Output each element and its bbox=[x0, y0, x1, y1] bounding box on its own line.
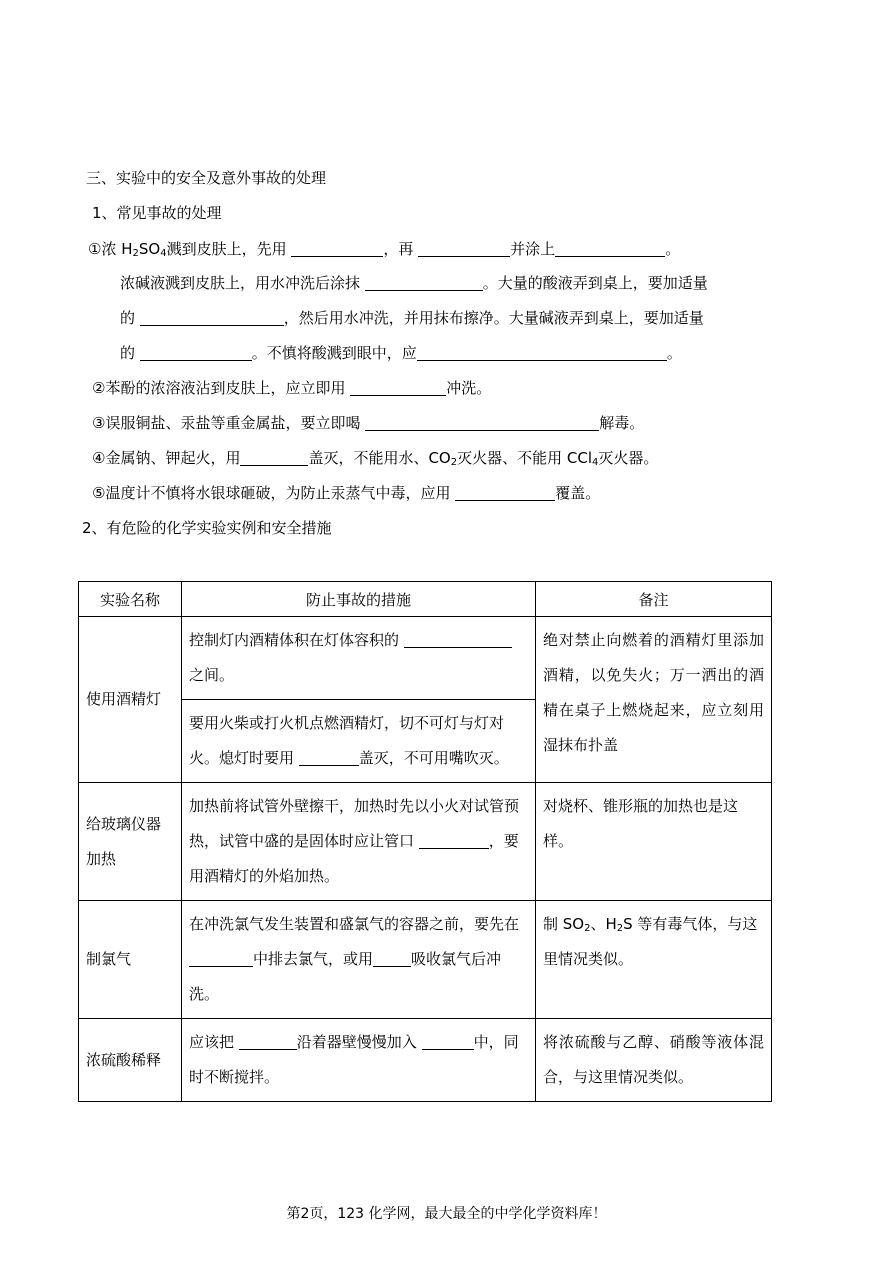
answer-blank[interactable] bbox=[419, 832, 489, 849]
measure-cell: 要用火柴或打火机点燃酒精灯，切不可灯与灯对火。熄灯时要用 盖灭，不可用嘴吹灭。 bbox=[182, 700, 536, 783]
measure-cell: 加热前将试管外壁擦干，加热时先以小火对试管预热，试管中盛的是固体时应让管口 ，要用酒精灯的外焰加热。 bbox=[182, 783, 536, 901]
experiment-name: 浓硫酸稀释 bbox=[79, 1019, 182, 1102]
answer-blank[interactable] bbox=[239, 1033, 297, 1050]
answer-blank[interactable] bbox=[299, 749, 359, 766]
answer-blank[interactable] bbox=[417, 344, 667, 361]
answer-blank[interactable] bbox=[422, 1033, 474, 1050]
note-cell: 对烧杯、锥形瓶的加热也是这样。 bbox=[536, 783, 772, 901]
note-cell: 将浓硫酸与乙醇、硝酸等液体混合，与这里情况类似。 bbox=[536, 1019, 772, 1102]
item-1-line-4: 的 。不慎将酸溅到眼中，应 。 bbox=[120, 344, 682, 362]
item-1: ①浓 $H_2SO_4$溅到皮肤上，先用 ，再 并涂上 。 bbox=[88, 240, 681, 259]
table-row bbox=[79, 901, 772, 1019]
note-cell: 绝对禁止向燃着的酒精灯里添加酒精，以免失火；万一洒出的酒精在桌子上燃烧起来，应立刻用湿抹布扑盖 bbox=[536, 617, 772, 783]
table-header: 实验名称 bbox=[79, 582, 182, 617]
safety-measures-table bbox=[78, 581, 772, 1102]
experiment-name: 使用酒精灯 bbox=[79, 617, 182, 783]
table-header-row bbox=[79, 582, 772, 617]
measure-cell: 在冲洗氯气发生装置和盛氯气的容器之前，要先在 中排去氯气，或用 吸收氯气后冲洗。 bbox=[182, 901, 536, 1019]
item-2: ②苯酚的浓溶液沾到皮肤上，应立即用 冲洗。 bbox=[92, 379, 492, 397]
answer-blank[interactable] bbox=[189, 950, 253, 967]
table-row bbox=[79, 1019, 772, 1102]
measure-cell: 控制灯内酒精体积在灯体容积的 之间。 bbox=[182, 617, 536, 700]
answer-blank[interactable] bbox=[291, 240, 383, 257]
answer-blank[interactable] bbox=[365, 414, 599, 431]
answer-blank[interactable] bbox=[140, 309, 284, 326]
answer-blank[interactable] bbox=[240, 449, 308, 466]
table-row bbox=[79, 617, 772, 700]
answer-blank[interactable] bbox=[418, 240, 510, 257]
answer-blank[interactable] bbox=[555, 240, 665, 257]
table-header: 备注 bbox=[536, 582, 772, 617]
subsection-title: 1、常见事故的处理 bbox=[92, 204, 222, 222]
experiment-name: 制氯气 bbox=[79, 901, 182, 1019]
item-1-line-2: 浓碱液溅到皮肤上，用水冲洗后涂抹 。大量的酸液弄到桌上，要加适量 bbox=[120, 274, 708, 292]
experiment-name: 给玻璃仪器加热 bbox=[79, 783, 182, 901]
section-title: 三、实验中的安全及意外事故的处理 bbox=[86, 169, 327, 187]
item-5: ⑤温度计不慎将水银球砸破，为防止汞蒸气中毒，应用 覆盖。 bbox=[92, 484, 601, 502]
answer-blank[interactable] bbox=[350, 379, 446, 396]
answer-blank[interactable] bbox=[140, 344, 252, 361]
subsection-title: 2、有危险的化学实验实例和安全措施 bbox=[82, 519, 332, 537]
item-1-line-3: 的 ，然后用水冲洗，并用抹布擦净。大量碱液弄到桌上，要加适量 bbox=[120, 309, 704, 327]
page-footer: 第2页，123 化学网，最大最全的中学化学资料库！ bbox=[286, 1206, 607, 1222]
answer-blank[interactable] bbox=[365, 274, 483, 291]
table-row bbox=[79, 783, 772, 901]
answer-blank[interactable] bbox=[455, 484, 555, 501]
item-3: ③误服铜盐、汞盐等重金属盐，要立即喝 解毒。 bbox=[92, 414, 645, 432]
note-cell: 制 $SO_2$、$H_2S$ 等有毒气体，与这里情况类似。 bbox=[536, 901, 772, 1019]
answer-blank[interactable] bbox=[373, 950, 411, 967]
item-4: ④金属钠、钾起火，用 盖灭，不能用水、$CO_2$灭火器、不能用 CCl$_4$灭火器。 bbox=[92, 449, 659, 468]
answer-blank[interactable] bbox=[404, 631, 512, 648]
measure-cell: 应该把 沿着器壁慢慢加入 中，同时不断搅拌。 bbox=[182, 1019, 536, 1102]
table-header: 防止事故的措施 bbox=[182, 582, 536, 617]
